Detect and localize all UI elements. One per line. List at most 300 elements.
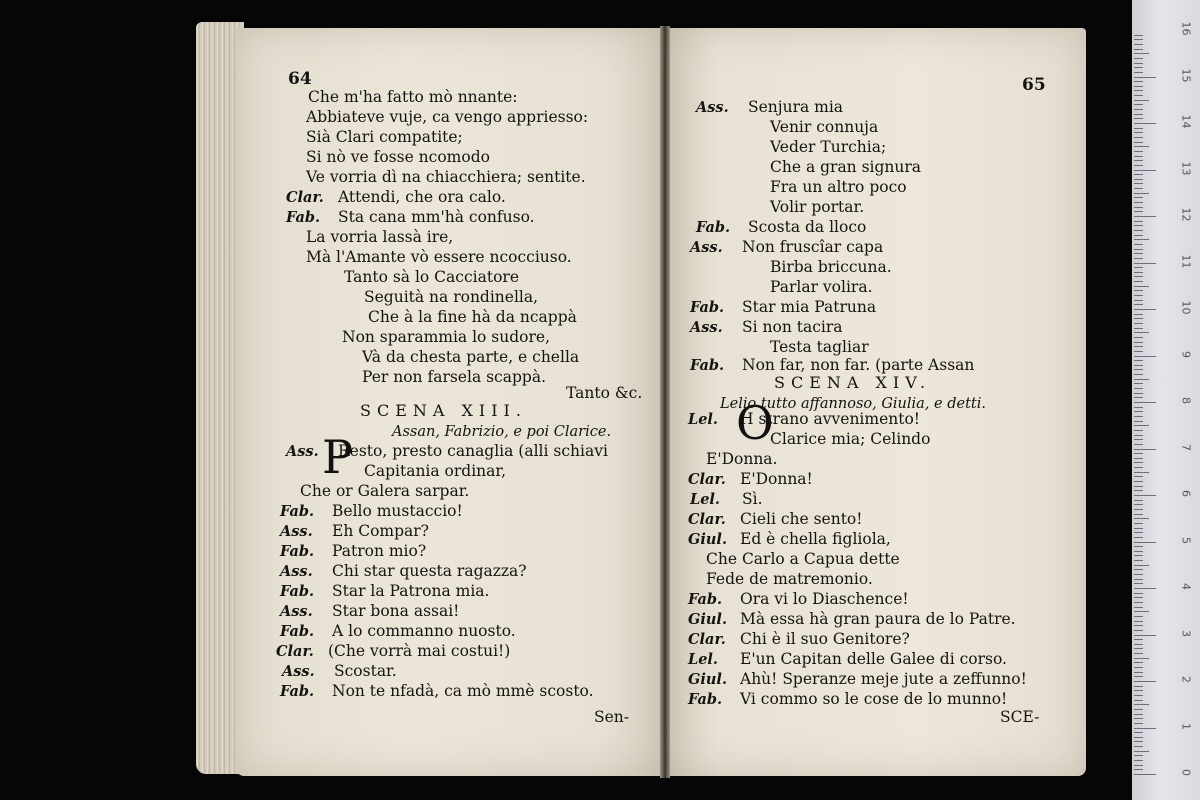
ruler-tick	[1134, 179, 1143, 180]
ruler-tick	[1134, 495, 1156, 496]
verse-text: Mà essa hà gran paura de lo Patre.	[740, 610, 1016, 628]
left-line	[306, 228, 453, 246]
ruler-tick	[1134, 309, 1156, 310]
ruler-tick	[1134, 453, 1143, 454]
ruler-tick	[1134, 472, 1149, 473]
ruler-tick	[1134, 458, 1143, 459]
ruler-tick	[1134, 653, 1143, 654]
speaker-label: Clar.	[286, 189, 324, 206]
speaker-label: Fab.	[286, 209, 321, 226]
ruler-tick	[1134, 765, 1143, 766]
speaker-label: Ass.	[280, 523, 313, 540]
verse-text: E'Donna!	[740, 470, 813, 488]
verse-text: H strano avvenimento!	[740, 410, 921, 428]
ruler-tick	[1134, 156, 1143, 157]
speaker-label: Fab.	[280, 583, 315, 600]
ruler-tick	[1134, 597, 1143, 598]
ruler-tick	[1134, 365, 1143, 366]
ruler-tick	[1134, 760, 1143, 761]
left-line	[276, 642, 510, 661]
ruler-tick	[1134, 672, 1143, 673]
left-line	[306, 148, 490, 166]
ruler-tick	[1134, 281, 1143, 282]
right-line	[690, 490, 763, 509]
ruler-tick	[1134, 249, 1143, 250]
ruler-tick	[1134, 449, 1156, 450]
ruler-number: 12	[1179, 207, 1193, 222]
verse-text: Tanto &c.	[566, 384, 643, 402]
ruler-tick	[1134, 323, 1143, 324]
verse-text: Mà l'Amante vò essere ncocciuso.	[306, 248, 572, 266]
ruler-tick	[1134, 258, 1143, 259]
right-line	[688, 610, 1016, 629]
speaker-label: Ass.	[280, 563, 313, 580]
ruler-tick	[1134, 523, 1143, 524]
left-line	[280, 682, 594, 701]
speaker-label: Lel.	[690, 491, 720, 508]
verse-text: Non sparammia lo sudore,	[342, 328, 551, 346]
ruler-tick	[1134, 197, 1143, 198]
left-line	[362, 368, 546, 386]
left-line	[280, 562, 527, 581]
ruler-tick	[1134, 114, 1143, 115]
verse-text: Che a gran signura	[770, 158, 922, 176]
ruler-tick	[1134, 142, 1143, 143]
ruler-tick	[1134, 100, 1149, 101]
speaker-label: Fab.	[690, 357, 725, 374]
ruler-tick	[1134, 514, 1143, 515]
verse-text: Star bona assai!	[332, 602, 460, 620]
ruler-tick	[1134, 137, 1143, 138]
ruler-number: 5	[1179, 536, 1193, 544]
right-line	[688, 590, 909, 609]
ruler-tick	[1134, 72, 1143, 73]
left-line	[308, 88, 518, 106]
ruler-tick	[1134, 616, 1143, 617]
ruler-tick	[1134, 263, 1156, 264]
ruler-tick	[1134, 607, 1143, 608]
verse-text: Non far, non far. (parte Assan	[742, 356, 975, 374]
ruler-tick	[1134, 695, 1143, 696]
ruler-tick	[1134, 439, 1143, 440]
ruler-tick	[1134, 35, 1143, 36]
ruler-tick	[1134, 676, 1143, 677]
ruler-tick	[1134, 481, 1143, 482]
left-scene-heading	[360, 402, 527, 420]
ruler-number: 4	[1179, 583, 1193, 590]
verse-text: Star la Patrona mia.	[332, 582, 490, 600]
ruler-tick	[1134, 44, 1143, 45]
ruler-tick	[1134, 211, 1143, 212]
right-line	[770, 118, 878, 136]
ruler-tick	[1134, 193, 1149, 194]
left-line	[342, 328, 550, 346]
ruler-tick	[1134, 407, 1143, 408]
speaker-label: Fab.	[280, 623, 315, 640]
verse-text: Ahù! Speranze meje jute a zeffunno!	[740, 670, 1027, 688]
verse-text: Capitania ordinar,	[364, 462, 507, 480]
ruler-tick	[1134, 81, 1143, 82]
verse-text: Fede de matremonio.	[706, 570, 873, 588]
ruler-tick	[1134, 518, 1149, 519]
ruler-tick	[1134, 286, 1149, 287]
ruler-tick	[1134, 486, 1143, 487]
verse-text: Bello mustaccio!	[332, 502, 463, 520]
verse-text: Senjura mia	[748, 98, 844, 116]
ruler-tick	[1134, 430, 1143, 431]
ruler-tick	[1134, 304, 1143, 305]
right-line	[688, 510, 863, 529]
ruler-number: 0	[1179, 769, 1193, 776]
ruler-tick	[1134, 58, 1143, 59]
measurement-ruler	[1132, 0, 1200, 800]
verse-text: Và da chesta parte, e chella	[362, 348, 580, 366]
speaker-label: Fab.	[690, 299, 725, 316]
verse-text: Patron mio?	[332, 542, 427, 560]
ruler-tick	[1134, 476, 1143, 477]
ruler-tick	[1134, 295, 1143, 296]
ruler-tick	[1134, 393, 1143, 394]
ruler-tick	[1134, 555, 1143, 556]
verse-text: Venir connuja	[770, 118, 879, 136]
ruler-tick	[1134, 174, 1143, 175]
ruler-tick	[1134, 379, 1149, 380]
verse-text: (Che vorrà mai costui!)	[328, 642, 511, 660]
right-scene-heading	[774, 374, 931, 392]
ruler-tick	[1134, 290, 1143, 291]
verse-text: Ve vorria dì na chiacchiera; sentite.	[306, 168, 586, 186]
speaker-label: Ass.	[280, 603, 313, 620]
left-line	[282, 662, 397, 681]
ruler-tick	[1134, 574, 1143, 575]
speaker-label: Ass.	[286, 443, 319, 460]
ruler-tick	[1134, 383, 1143, 384]
ruler-tick	[1134, 583, 1143, 584]
ruler-tick	[1134, 681, 1156, 682]
ruler-tick	[1134, 188, 1143, 189]
ruler-tick	[1134, 662, 1143, 663]
ruler-tick	[1134, 239, 1149, 240]
right-line	[706, 570, 873, 588]
ruler-tick	[1134, 388, 1143, 389]
speaker-label: Clar.	[276, 643, 314, 660]
speaker-label: Fab.	[280, 503, 315, 520]
ruler-tick	[1134, 546, 1143, 547]
right-line	[690, 318, 843, 337]
ruler-tick	[1134, 128, 1143, 129]
ruler-number: 9	[1179, 350, 1193, 358]
right-line	[770, 138, 886, 156]
speaker-label: Clar.	[688, 471, 726, 488]
ruler-tick	[1134, 504, 1143, 505]
ruler-tick	[1134, 728, 1156, 729]
ruler-tick	[1134, 560, 1143, 561]
verse-text: Seguità na rondinella,	[364, 288, 539, 306]
ruler-tick	[1134, 90, 1143, 91]
ruler-tick	[1134, 421, 1143, 422]
ruler-tick	[1134, 118, 1143, 119]
right-line	[690, 298, 876, 317]
ruler-tick	[1134, 216, 1156, 217]
ruler-tick	[1134, 328, 1143, 329]
ruler-tick	[1134, 332, 1149, 333]
ruler-number: 10	[1179, 300, 1193, 315]
ruler-tick	[1134, 351, 1143, 352]
verse-text: Fra un altro poco	[770, 178, 907, 196]
ruler-tick	[1134, 565, 1149, 566]
verse-text: E'un Capitan delle Galee di corso.	[740, 650, 1007, 668]
ruler-tick	[1134, 67, 1143, 68]
ruler-tick	[1134, 723, 1143, 724]
left-line	[280, 622, 516, 641]
verse-text: Eh Compar?	[332, 522, 429, 540]
ruler-tick	[1134, 151, 1143, 152]
left-line	[286, 188, 506, 207]
ruler-tick	[1134, 170, 1156, 171]
ruler-tick	[1134, 342, 1143, 343]
verse-text: Sì.	[742, 490, 763, 508]
speaker-label: Clar.	[688, 631, 726, 648]
right-line	[688, 670, 1027, 689]
ruler-tick	[1134, 374, 1143, 375]
speaker-label: Ass.	[696, 99, 729, 116]
ruler-tick	[1134, 755, 1143, 756]
verse-text: Resto, presto canaglia (alli schiavi	[338, 442, 608, 460]
verse-text: Non te nfadà, ca mò mmè scosto.	[332, 682, 594, 700]
verse-text: Abbiateve vuje, ca vengo appriesso:	[306, 108, 589, 126]
ruler-tick	[1134, 416, 1143, 417]
left-line	[280, 602, 459, 621]
ruler-tick	[1134, 528, 1143, 529]
speaker-label: Fab.	[696, 219, 731, 236]
ruler-tick	[1134, 225, 1143, 226]
right-line	[770, 178, 907, 196]
ruler-tick	[1134, 86, 1143, 87]
ruler-tick	[1134, 402, 1156, 403]
ruler-tick	[1134, 300, 1143, 301]
verse-text: Non fruscîar capa	[742, 238, 884, 256]
ruler-tick	[1134, 774, 1156, 775]
left-cast-line	[392, 422, 611, 441]
right-line	[770, 198, 864, 216]
verse-text: Si nò ve fosse ncomodo	[306, 148, 490, 166]
left-line	[368, 308, 577, 326]
right-line	[696, 98, 843, 117]
right-line	[688, 650, 1007, 669]
ruler-tick	[1134, 318, 1143, 319]
left-line	[280, 522, 429, 541]
verse-text: Attendi, che ora calo.	[338, 188, 506, 206]
ruler-number: 14	[1179, 114, 1193, 129]
ruler-tick	[1134, 235, 1143, 236]
ruler-tick	[1134, 500, 1143, 501]
ruler-tick	[1134, 686, 1143, 687]
ruler-tick	[1134, 397, 1143, 398]
ruler-tick	[1134, 360, 1143, 361]
ruler-tick	[1134, 709, 1143, 710]
catchword-right: SCE-	[1000, 708, 1040, 726]
verse-text: Clarice mia; Celindo	[770, 430, 931, 448]
speaker-label: Clar.	[688, 511, 726, 528]
ruler-tick	[1134, 639, 1143, 640]
ruler-tick	[1134, 658, 1149, 659]
ruler-tick	[1134, 132, 1143, 133]
ruler-tick	[1134, 146, 1149, 147]
verse-text: Scosta da lloco	[748, 218, 867, 236]
verse-text: Sta cana mm'hà confuso.	[338, 208, 535, 226]
verse-text: Che or Galera sarpar.	[300, 482, 470, 500]
ruler-tick	[1134, 588, 1156, 589]
ruler-tick	[1134, 704, 1149, 705]
ruler-tick	[1134, 109, 1143, 110]
verse-text: SCENA XIV.	[774, 373, 932, 392]
verse-text: La vorria lassà ire,	[306, 228, 454, 246]
ruler-tick	[1134, 751, 1149, 752]
ruler-tick	[1134, 356, 1156, 357]
right-line	[688, 410, 920, 429]
ruler-tick	[1134, 769, 1143, 770]
ruler-tick	[1134, 63, 1143, 64]
verse-text: Assan, Fabrizio, e poi Clarice.	[392, 424, 612, 440]
book-gutter	[660, 26, 670, 778]
ruler-tick	[1134, 714, 1143, 715]
ruler-tick	[1134, 667, 1143, 668]
right-line	[688, 630, 910, 649]
ruler-tick	[1134, 425, 1149, 426]
ruler-tick	[1134, 569, 1143, 570]
left-line	[286, 208, 535, 227]
verse-text: Birba briccuna.	[770, 258, 892, 276]
ruler-tick	[1134, 221, 1143, 222]
ruler-number: 8	[1179, 397, 1193, 404]
left-line	[306, 248, 572, 266]
ruler-tick	[1134, 644, 1143, 645]
ruler-tick	[1134, 593, 1143, 594]
ruler-tick	[1134, 732, 1143, 733]
ruler-tick	[1134, 253, 1143, 254]
ruler-tick	[1134, 207, 1143, 208]
verse-text: E'Donna.	[706, 450, 778, 468]
ruler-tick	[1134, 648, 1143, 649]
verse-text: Chi è il suo Genitore?	[740, 630, 910, 648]
right-line	[770, 278, 873, 296]
left-line	[364, 288, 538, 306]
ruler-tick	[1134, 542, 1156, 543]
left-line	[306, 128, 463, 146]
ruler-tick	[1134, 635, 1156, 636]
verse-text: Che à la fine hà da ncappà	[368, 308, 577, 326]
ruler-tick	[1134, 123, 1156, 124]
ruler-tick	[1134, 230, 1143, 231]
ruler-tick	[1134, 746, 1143, 747]
ruler-tick	[1134, 532, 1143, 533]
verse-text: Tanto sà lo Cacciatore	[344, 268, 519, 286]
ruler-tick	[1134, 630, 1143, 631]
left-line	[306, 168, 586, 186]
verse-text: SCENA XIII.	[360, 401, 527, 420]
ruler-tick	[1134, 741, 1143, 742]
ruler-tick	[1134, 444, 1143, 445]
verse-text: Ora vi lo Diaschence!	[740, 590, 909, 608]
left-line	[364, 462, 506, 480]
speaker-label: Giul.	[688, 531, 727, 548]
ruler-number: 1	[1179, 722, 1193, 730]
speaker-label: Ass.	[690, 239, 723, 256]
verse-text: Lelio tutto affannoso, Giulia, e detti.	[720, 396, 986, 412]
left-line	[280, 582, 489, 601]
verse-text: Scostar.	[334, 662, 397, 680]
ruler-tick	[1134, 95, 1143, 96]
ruler-number: 11	[1179, 254, 1193, 268]
verse-text: Star mia Patruna	[742, 298, 877, 316]
ruler-number: 3	[1179, 629, 1193, 637]
left-line	[344, 268, 519, 286]
ruler-tick	[1134, 611, 1149, 612]
speaker-label: Ass.	[690, 319, 723, 336]
ruler-tick	[1134, 737, 1143, 738]
ruler-tick	[1134, 267, 1143, 268]
right-line	[770, 258, 892, 276]
speaker-label: Lel.	[688, 651, 718, 668]
ruler-tick	[1134, 509, 1143, 510]
right-line	[696, 218, 866, 237]
left-line	[300, 482, 469, 500]
ruler-tick	[1134, 369, 1143, 370]
verse-text: Chi star questa ragazza?	[332, 562, 527, 580]
speaker-label: Fab.	[688, 591, 723, 608]
verse-text: Testa tagliar	[770, 338, 869, 356]
ruler-tick	[1134, 276, 1143, 277]
left-line	[306, 108, 588, 126]
ruler-tick	[1134, 462, 1143, 463]
verse-text: Veder Turchia;	[770, 138, 887, 156]
ruler-tick	[1134, 53, 1149, 54]
verse-text: Per non farsela scappà.	[362, 368, 546, 386]
verse-text: Cieli che sento!	[740, 510, 863, 528]
right-line	[706, 450, 777, 468]
ruler-tick	[1134, 337, 1143, 338]
verse-text: A lo commanno nuosto.	[332, 622, 516, 640]
right-line	[706, 550, 900, 568]
ruler-tick	[1134, 104, 1143, 105]
ruler-number: 2	[1179, 676, 1193, 683]
ruler-tick	[1134, 579, 1143, 580]
speaker-label: Fab.	[280, 543, 315, 560]
ruler-tick	[1134, 160, 1143, 161]
drop-cap-left: P	[322, 430, 353, 484]
verse-text: Volir portar.	[770, 198, 865, 216]
speaker-label: Giul.	[688, 611, 727, 628]
ruler-tick	[1134, 49, 1143, 50]
ruler-tick	[1134, 621, 1143, 622]
right-line	[688, 470, 813, 489]
ruler-tick	[1134, 165, 1143, 166]
ruler-tick	[1134, 39, 1143, 40]
ruler-tick	[1134, 551, 1143, 552]
ruler-tick	[1134, 625, 1143, 626]
ruler-tick	[1134, 490, 1143, 491]
ruler-tick	[1134, 202, 1143, 203]
right-line	[688, 690, 1007, 709]
ruler-number: 16	[1179, 21, 1193, 36]
ruler-tick	[1134, 602, 1143, 603]
ruler-tick	[1134, 700, 1143, 701]
catchword-left: Sen-	[594, 708, 630, 726]
ruler-number: 6	[1179, 490, 1193, 497]
ruler-number: 7	[1179, 443, 1193, 451]
ruler-tick	[1134, 718, 1143, 719]
right-line	[770, 338, 869, 356]
